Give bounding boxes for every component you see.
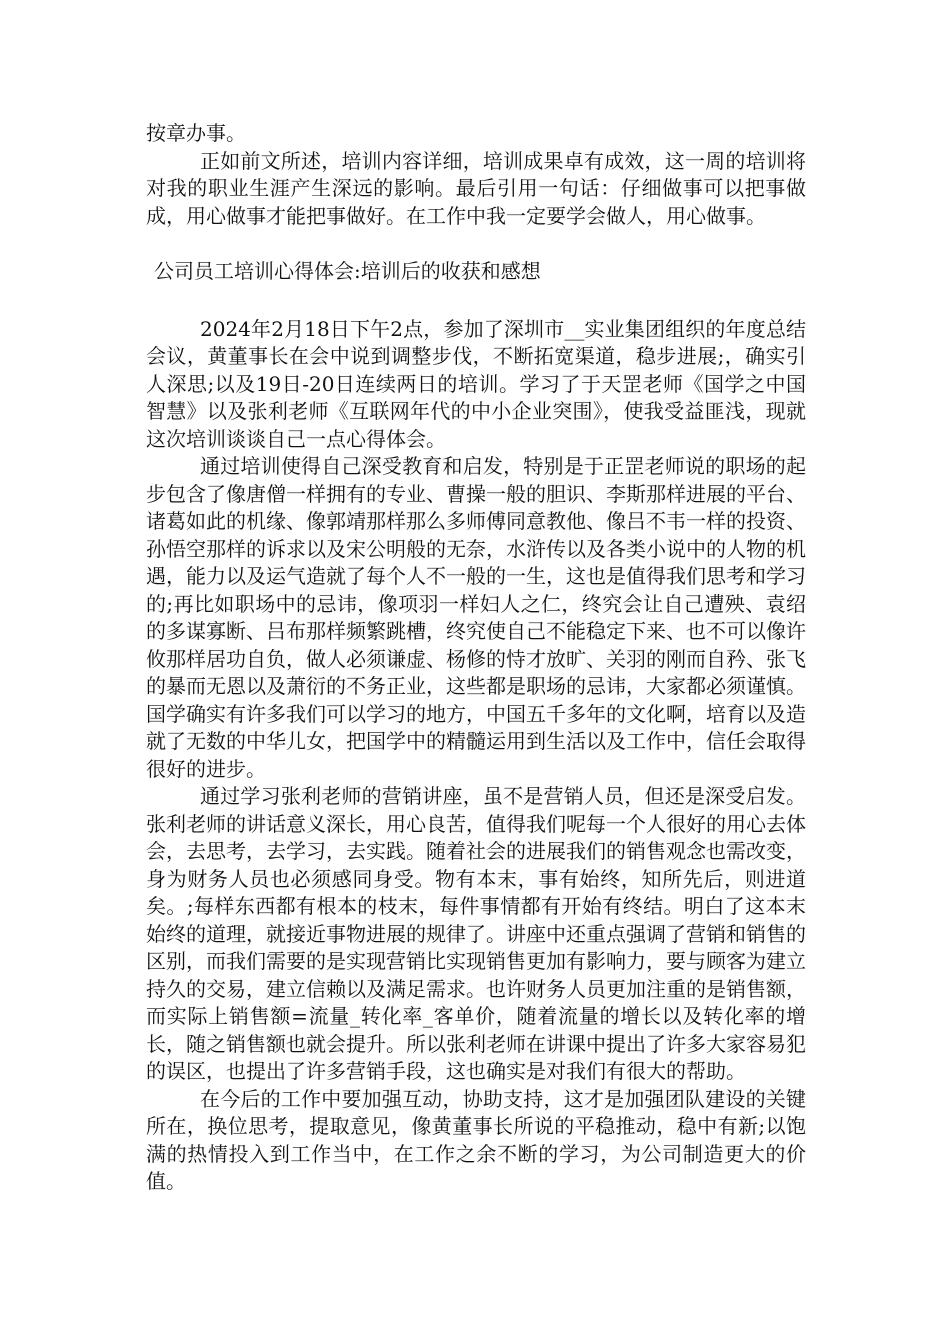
spacer [146,286,806,316]
paragraph-marketing: 通过学习张利老师的营销讲座，虽不是营销人员，但还是深受启发。张利老师的讲话意义深长，用心良苦，值得我们呢每一个人很好的用心去体会，去思考，去学习，去实践。随着社会的进展我们的销售观念也需改变，身为财务人员也必须感同身受。物有本末，事有始终，知所先后，则进道矣。;每样东西都有根本的枝末，每件事情都有开始有终结。明白了这本末始终的道理，就接近事物进展的规律了。讲座中还重点强调了营销和销售的区别，而我们需要的是实现营销比实现销售更加有影响力，要与顾客为建立持久的交易，建立信赖以及满足需求。也许财务人员更加注重的是销售额，而实际上销售额=流量_转化率_客单价，随着流量的增长以及转化率的增长，随之销售额也就会提升。所以张利老师在讲课中提出了许多大家容易犯的误区，也提出了许多营销手段，这也确实是对我们有很大的帮助。 [146,784,806,1083]
paragraph-future: 在今后的工作中要加强互动，协助支持，这才是加强团队建设的关键所在，换位思考，提取意见，像黄董事长所说的平稳推动，稳中有新;以饱满的热情投入到工作当中，在工作之余不断的学习，为公司制造更大的价值。 [146,1086,806,1193]
section-title: 公司员工培训心得体会:培训后的收获和感想 [154,259,541,283]
paragraph-meeting: 2024年2月18日下午2点，参加了深圳市__实业集团组织的年度总结会议，黄董事长在会中说到调整步伐，不断拓宽渠道，稳步进展;，确实引人深思;以及19日-20日连续两日的培训。学习了于天罡老师《国学之中国智慧》以及张利老师《互联网年代的中小企业突围》，使我受益匪浅，现就这次培训谈谈自己一点心得体会。 [146,316,806,451]
paragraph-guoxue: 通过培训使得自己深受教育和启发，特别是于正罡老师说的职场的起步包含了像唐僧一样拥有的专业、曹操一般的胆识、李斯那样进展的平台、诸葛如此的机缘、像郭靖那样那么多师傅同意教他、像吕不韦一样的投资、孙悟空那样的诉求以及宋公明般的无奈，水浒传以及各类小说中的人物的机遇，能力以及运气造就了每个人不一般的一生，这也是值得我们思考和学习的;再比如职场中的忌讳，像项羽一样妇人之仁，终究会让自己遭殃、袁绍的多谋寡断、吕布那样频繁跳槽，终究使自己不能稳定下来、也不可以像许攸那样居功自负，做人必须谦虚、杨修的恃才放旷、关羽的刚而自矜、张飞的暴而无恩以及萧衍的不务正业，这些都是职场的忌讳，大家都必须谨慎。国学确实有许多我们可以学习的地方，中国五千多年的文化啊，培育以及造就了无数的中华儿女，把国学中的精髓运用到生活以及工作中，信任会取得很好的进步。 [146,454,806,781]
paragraph-conclusion: 正如前文所述，培训内容详细，培训成果卓有成效，这一周的培训将对我的职业生涯产生深远的影响。最后引用一句话：仔细做事可以把事做成，用心做事才能把事做好。在工作中我一定要学会做人，用心做事。 [146,148,806,228]
spacer [146,230,806,258]
document-body [146,120,806,1196]
paragraph-continuation: 按章办事。 [146,121,246,145]
